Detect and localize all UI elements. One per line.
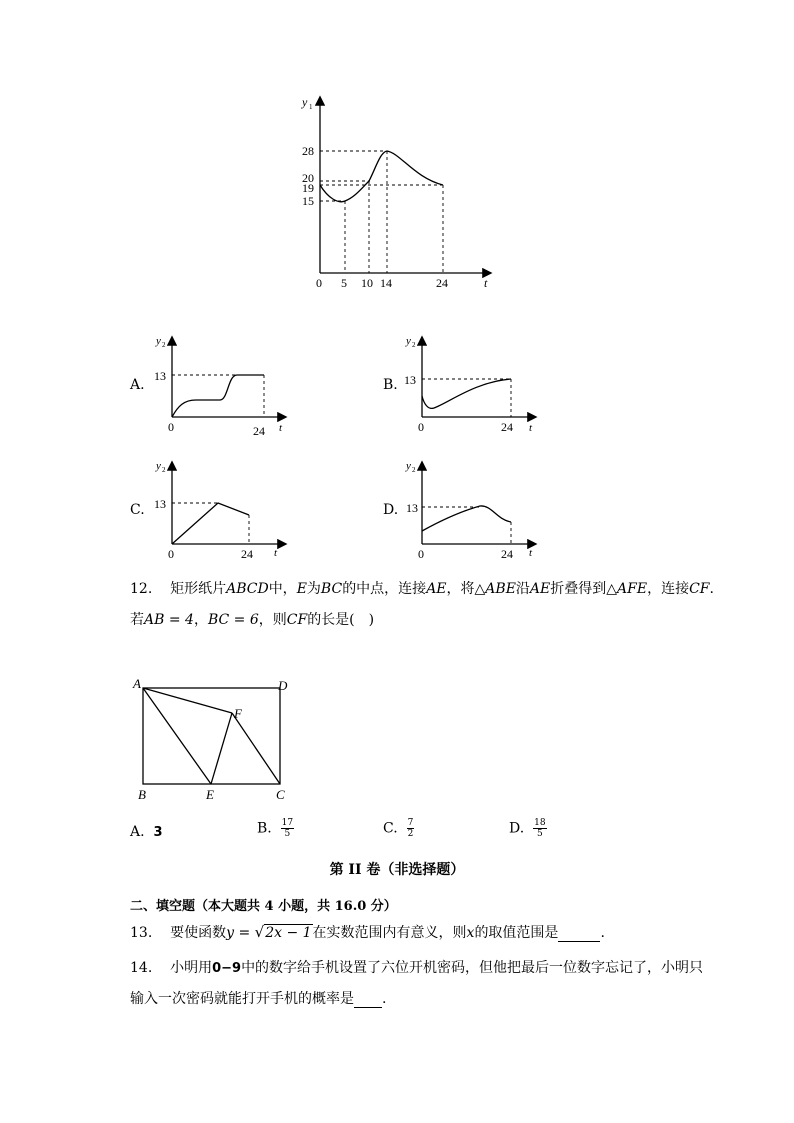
y1-curve bbox=[320, 151, 443, 202]
q12-text: 折叠得到 bbox=[550, 581, 607, 597]
choice-fraction: $\frac{18}{5}$ bbox=[534, 818, 546, 839]
q14-text: 中的数字给手机设置了六位开机密码，但他把最后一位数字忘记了，小明只 bbox=[241, 960, 704, 976]
choice-value: 3 bbox=[153, 825, 163, 840]
q12-choice-b[interactable] bbox=[257, 818, 294, 839]
svg-text:13: 13 bbox=[404, 373, 416, 387]
q13-text: . bbox=[600, 925, 605, 941]
q13-answer-blank[interactable] bbox=[558, 925, 600, 942]
svg-text:0: 0 bbox=[418, 547, 424, 561]
y-axis-sub: 1 bbox=[309, 103, 313, 111]
sqrt-sign: √ bbox=[254, 923, 265, 941]
option-a-graph bbox=[150, 330, 300, 440]
q12-choice-a[interactable] bbox=[130, 824, 163, 840]
q13-radicand: 2x − 1 bbox=[265, 925, 312, 941]
option-d-graph bbox=[400, 455, 550, 565]
svg-text:y: y bbox=[156, 335, 161, 347]
segment-ae bbox=[143, 688, 211, 784]
point-c: C bbox=[276, 787, 285, 802]
q13-line bbox=[130, 922, 605, 942]
svg-text:2: 2 bbox=[162, 466, 166, 474]
q12-math: △ABE bbox=[474, 581, 516, 597]
svg-text:13: 13 bbox=[406, 501, 418, 515]
y-tick: 20 bbox=[302, 171, 314, 185]
svg-text:t: t bbox=[529, 547, 533, 559]
option-c-graph bbox=[150, 455, 300, 565]
rectangle-abcd bbox=[143, 688, 280, 784]
point-b: B bbox=[138, 787, 146, 802]
q14-line-2 bbox=[130, 988, 386, 1008]
option-c-label: C. bbox=[130, 502, 145, 518]
y-axis-label: y bbox=[302, 95, 308, 109]
svg-text:t: t bbox=[529, 422, 533, 434]
q12-math: AE bbox=[529, 581, 551, 597]
svg-text:0: 0 bbox=[168, 420, 174, 434]
choice-letter: A. bbox=[130, 824, 145, 840]
segment-af bbox=[143, 688, 232, 713]
choice-letter: B. bbox=[257, 820, 272, 837]
q12-math: AE bbox=[426, 581, 447, 597]
segment-fe bbox=[211, 713, 232, 784]
q14-math: 0−9 bbox=[212, 961, 242, 976]
q13-math: x bbox=[466, 925, 475, 941]
q14-text: 输入一次密码就能打开手机的概率是 bbox=[130, 991, 354, 1007]
q13-number: 13. bbox=[130, 925, 153, 941]
svg-text:t: t bbox=[274, 547, 278, 559]
point-f: F bbox=[234, 706, 242, 721]
q12-math: ABCD bbox=[226, 581, 269, 597]
option-b-graph bbox=[400, 330, 550, 440]
point-a: A bbox=[133, 676, 141, 691]
q13-text: 要使函数 bbox=[170, 925, 227, 941]
q12-text: 的长是( ) bbox=[307, 612, 375, 628]
section-title: 第 II 卷（非选择题） bbox=[329, 862, 465, 878]
q12-choice-d[interactable] bbox=[509, 818, 547, 839]
q12-line-2 bbox=[130, 609, 374, 629]
q12-line-1 bbox=[130, 578, 714, 598]
q13-math: y = bbox=[226, 925, 255, 941]
guide-lines bbox=[320, 151, 443, 273]
svg-text:24: 24 bbox=[253, 424, 265, 438]
main-graph bbox=[290, 90, 500, 295]
q12-text: ，连接 bbox=[647, 581, 690, 597]
choice-letter: C. bbox=[383, 820, 398, 837]
svg-text:24: 24 bbox=[501, 547, 513, 561]
q12-text: ， bbox=[193, 612, 208, 628]
q12-text: . bbox=[709, 581, 714, 597]
segment-fc bbox=[232, 713, 280, 784]
q12-text: 沿 bbox=[515, 581, 530, 597]
x-tick: 14 bbox=[380, 276, 392, 290]
q12-math: △AFE bbox=[606, 581, 648, 597]
x-tick: 24 bbox=[436, 276, 448, 290]
svg-text:y: y bbox=[156, 460, 161, 472]
svg-text:24: 24 bbox=[501, 420, 513, 434]
q12-text: ，将 bbox=[446, 581, 475, 597]
svg-text:y: y bbox=[406, 460, 411, 472]
q12-figure bbox=[128, 672, 303, 807]
option-d-label: D. bbox=[383, 502, 399, 518]
svg-text:2: 2 bbox=[162, 341, 166, 349]
choice-fraction: $\frac{7}{2}$ bbox=[407, 818, 414, 839]
x-tick: 5 bbox=[341, 276, 347, 290]
x-tick: 0 bbox=[316, 276, 322, 290]
svg-text:0: 0 bbox=[168, 547, 174, 561]
choice-letter: D. bbox=[509, 820, 525, 837]
q12-text: 矩形纸片 bbox=[170, 581, 227, 597]
svg-text:13: 13 bbox=[154, 369, 166, 383]
point-e: E bbox=[206, 787, 214, 802]
q12-choice-c[interactable] bbox=[383, 818, 414, 839]
svg-text:24: 24 bbox=[241, 547, 253, 561]
option-b-label: B. bbox=[383, 377, 398, 393]
option-a-label: A. bbox=[130, 377, 145, 393]
q12-text: 若 bbox=[130, 612, 144, 628]
q12-math: BC bbox=[320, 581, 343, 597]
q12-math: E bbox=[296, 581, 307, 597]
svg-text:y: y bbox=[406, 335, 411, 347]
q12-math: CF bbox=[286, 612, 308, 628]
svg-text:0: 0 bbox=[418, 420, 424, 434]
q12-text: 的中点，连接 bbox=[342, 581, 427, 597]
q13-text: 在实数范围内有意义，则 bbox=[312, 925, 467, 941]
y-tick: 19 bbox=[302, 181, 314, 195]
q12-math: CF bbox=[689, 581, 710, 597]
q14-line-1 bbox=[130, 957, 703, 977]
svg-text:2: 2 bbox=[412, 466, 416, 474]
t-axis-label: t bbox=[484, 276, 488, 290]
svg-text:13: 13 bbox=[154, 497, 166, 511]
q12-text: 为 bbox=[306, 581, 321, 597]
section-subtitle: 二、填空题（本大题共 4 小题，共 16.0 分） bbox=[130, 899, 397, 914]
q14-text: . bbox=[382, 991, 387, 1007]
q12-math: BC = 6 bbox=[207, 612, 259, 628]
q14-number: 14. bbox=[130, 960, 153, 976]
x-tick: 10 bbox=[361, 276, 373, 290]
svg-text:t: t bbox=[279, 422, 283, 434]
q12-math: AB = 4 bbox=[144, 612, 194, 628]
y-tick: 28 bbox=[302, 144, 314, 158]
svg-text:2: 2 bbox=[412, 341, 416, 349]
q12-text: 中， bbox=[268, 581, 297, 597]
choice-fraction: $\frac{17}{5}$ bbox=[281, 818, 294, 839]
y-tick: 15 bbox=[302, 194, 314, 208]
q13-text: 的取值范围是 bbox=[474, 925, 559, 941]
point-d: D bbox=[278, 678, 288, 693]
q14-text: 小明用 bbox=[170, 960, 213, 976]
q12-text: ，则 bbox=[258, 612, 287, 628]
q14-answer-blank[interactable] bbox=[354, 991, 382, 1008]
q12-number: 12. bbox=[130, 581, 153, 597]
